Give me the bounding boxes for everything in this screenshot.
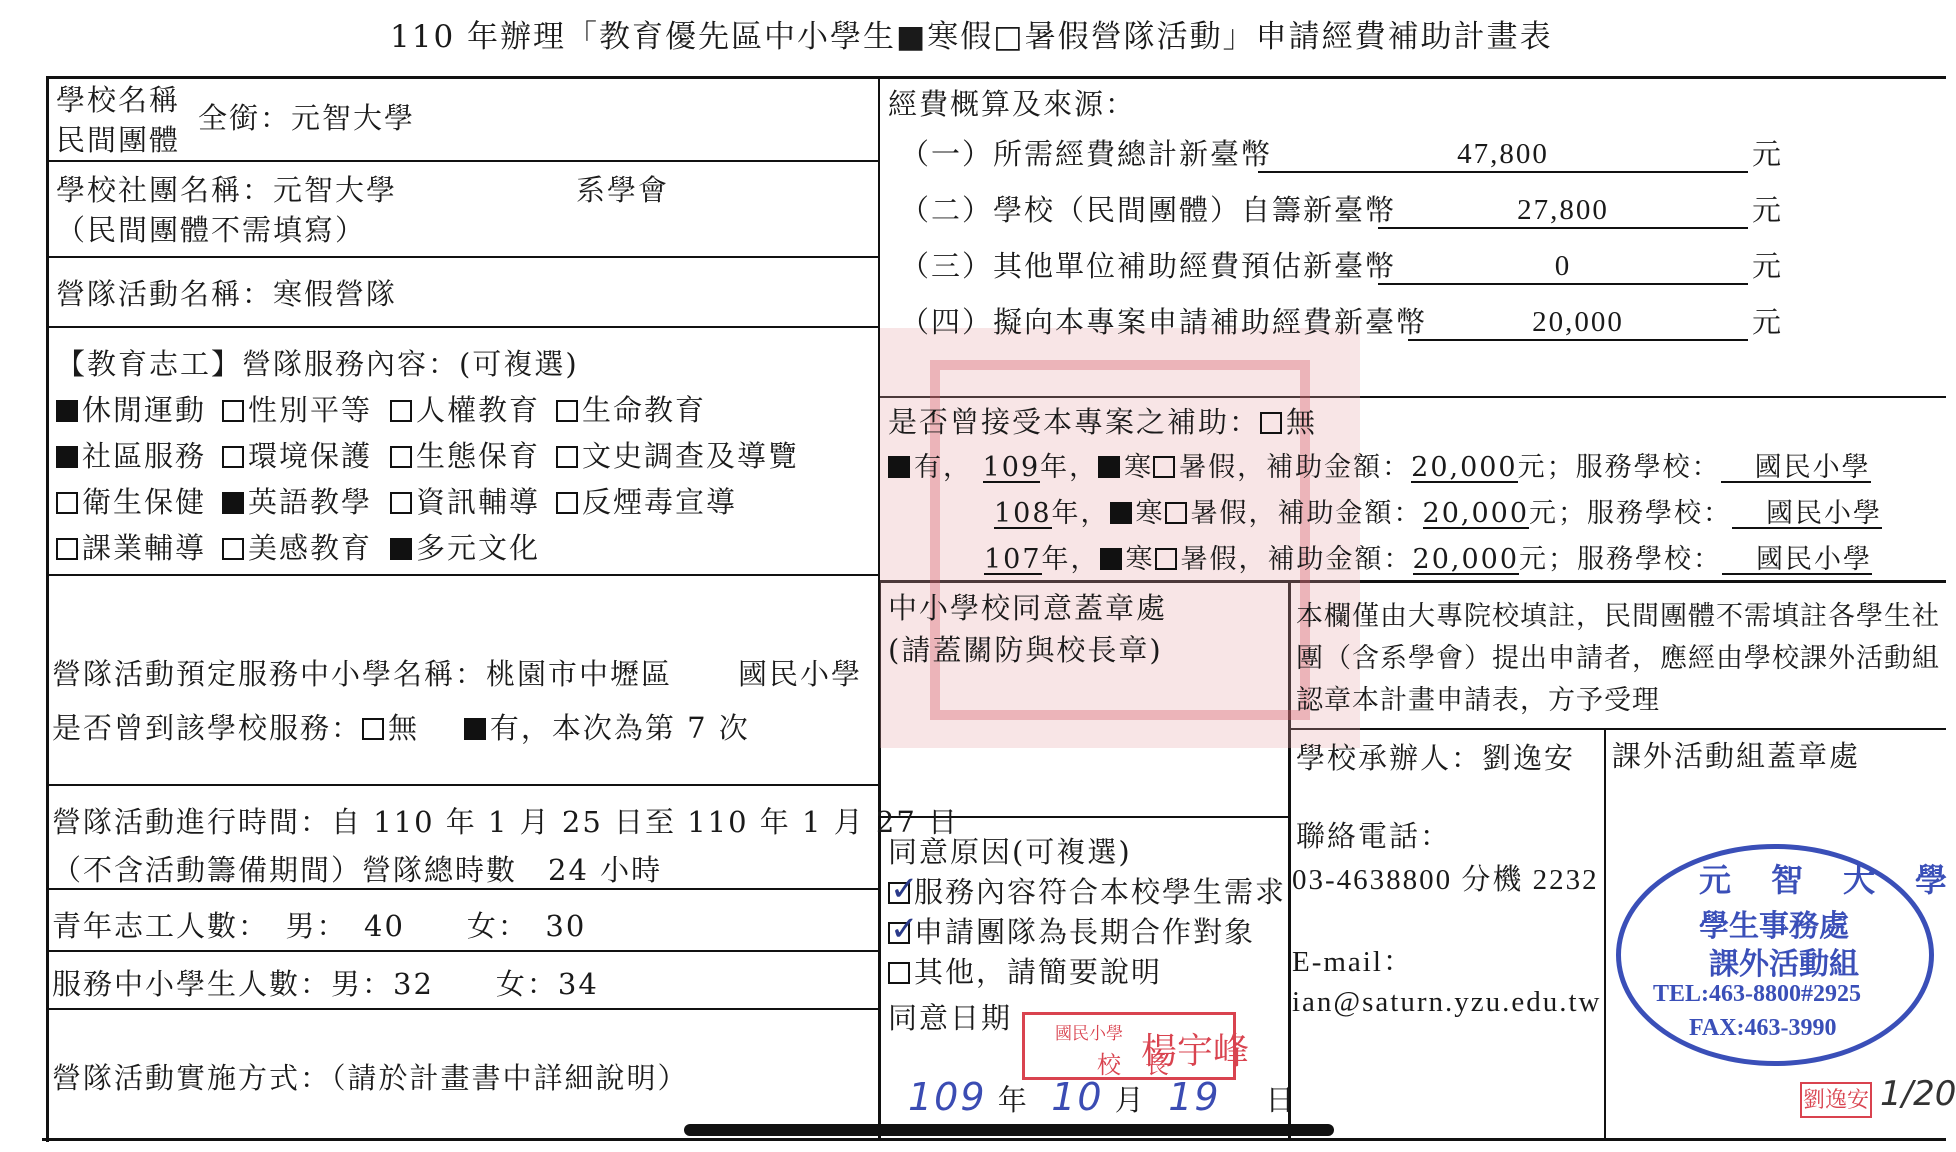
divider <box>1604 728 1606 1140</box>
divider <box>46 574 878 576</box>
consent-reason-checkbox[interactable] <box>888 922 910 944</box>
summer-checkbox[interactable] <box>1155 548 1177 570</box>
service-item-checkbox[interactable] <box>56 492 78 514</box>
budget-row-label: （二）學校（民間團體）自籌新臺幣 <box>900 193 1397 227</box>
history-year: 108 <box>994 498 1052 529</box>
target-school: 營隊活動預定服務中小學名稱：桃園市中壢區 <box>52 657 673 691</box>
service-item-label: 英語教學 <box>248 485 373 519</box>
summer-label: 暑假，補助金額： <box>1180 544 1413 575</box>
history-no-label: 無 <box>1286 405 1318 439</box>
activity-office-stamp <box>1616 844 1952 1066</box>
winter-label: 寒 <box>1135 498 1165 529</box>
principal-seal-title: 校 長 <box>1097 1051 1169 1079</box>
budget-row-label: （四）擬向本專案申請補助經費新臺幣 <box>900 305 1428 339</box>
consent-reason-label: 其他，請簡要說明 <box>914 955 1163 989</box>
service-item-label: 課業輔導 <box>82 531 207 565</box>
service-header: 【教育志工】營隊服務內容：(可複選) <box>56 347 579 381</box>
email-label: E-mail： <box>1292 946 1414 978</box>
service-item <box>56 439 207 473</box>
budget-row-amount: 20,000 <box>1408 308 1748 341</box>
budget-row-unit: 元 <box>1752 193 1784 227</box>
consent-reason-label: 服務內容符合本校學生需求 <box>914 875 1287 909</box>
service-item-checkbox[interactable] <box>556 446 578 468</box>
email-value: ian@saturn.yzu.edu.tw <box>1292 986 1602 1018</box>
winter-checkbox[interactable] <box>1110 502 1132 524</box>
service-item-label: 美感教育 <box>248 531 373 565</box>
history-no-checkbox[interactable] <box>1260 412 1282 434</box>
service-item-label: 休閒運動 <box>82 393 207 427</box>
frame-bottom <box>42 1138 1946 1141</box>
stamp-top: 元 智 大 學 <box>1699 861 1952 899</box>
history-year-suffix: 年， <box>1040 452 1099 483</box>
date-year: 109 <box>908 1075 987 1119</box>
history-amount: 20,000 <box>1411 452 1518 483</box>
phone-value: 03-4638800 分機 2232 <box>1292 864 1599 896</box>
school-name-label-2: 民間團體 <box>56 123 181 157</box>
service-item-label: 反煙毒宣導 <box>582 485 738 519</box>
service-item-label: 衛生保健 <box>82 485 207 519</box>
history-row <box>994 500 1882 529</box>
budget-row-unit: 元 <box>1752 305 1784 339</box>
service-item-label: 生命教育 <box>582 393 707 427</box>
budget-row-label: （三）其他單位補助經費預估新臺幣 <box>900 249 1397 283</box>
principal-seal-name: 楊宇峰 <box>1141 1031 1250 1072</box>
history-school: 國民小學 <box>1722 546 1872 575</box>
history-yes-checkbox[interactable] <box>888 456 910 478</box>
history-amount: 20,000 <box>1412 544 1520 575</box>
service-item-checkbox[interactable] <box>222 538 244 560</box>
date-label: 同意日期 <box>888 1001 1013 1035</box>
summer-label: 暑假，補助金額： <box>1190 498 1423 529</box>
consent-reason <box>888 915 1256 949</box>
date-day-char: 日 <box>1265 1083 1297 1117</box>
camp-name: 營隊活動名稱：寒假營隊 <box>56 277 398 311</box>
stamp-tel: TEL:463-8800#2925 <box>1653 981 1862 1007</box>
stamp-area-label: 課外活動組蓋章處 <box>1612 739 1861 773</box>
date-month-char: 月 <box>1114 1083 1146 1117</box>
consent-date <box>908 1075 1297 1119</box>
budget-row-amount: 47,800 <box>1258 140 1748 173</box>
winter-label: 寒 <box>1125 544 1155 575</box>
service-item-checkbox[interactable] <box>390 446 412 468</box>
winter-checkbox[interactable] <box>1098 456 1120 478</box>
service-item-checkbox[interactable] <box>222 400 244 422</box>
history-year-suffix: 年， <box>1051 498 1110 529</box>
divider <box>46 784 878 786</box>
divider <box>46 160 878 162</box>
service-item-checkbox[interactable] <box>556 400 578 422</box>
history-yes-label: 有， <box>914 452 972 483</box>
winter-label: 寒 <box>1124 452 1154 483</box>
service-item-checkbox[interactable] <box>390 538 412 560</box>
target-school-suffix: 國民小學 <box>738 657 863 691</box>
stamp-fax: FAX:463-3990 <box>1689 1015 1837 1041</box>
history-amount: 20,000 <box>1422 498 1530 529</box>
consent-reason <box>888 955 1163 989</box>
summer-label: 暑假，補助金額： <box>1179 452 1412 483</box>
summer-checkbox[interactable] <box>1165 502 1187 524</box>
service-item <box>56 485 207 519</box>
budget-row-amount: 0 <box>1378 252 1748 285</box>
service-item <box>556 439 800 473</box>
handler-seal: 劉逸安 <box>1800 1082 1872 1118</box>
service-item-label: 性別平等 <box>248 393 373 427</box>
divider <box>46 950 878 952</box>
budget-row-label: （一）所需經費總計新臺幣 <box>900 137 1273 171</box>
history-yuan: 元；服務學校： <box>1519 544 1723 575</box>
consent-header-2: (請蓋關防與校長章) <box>888 633 1163 667</box>
handwritten-date: 1/20 <box>1880 1074 1956 1114</box>
served-yes-checkbox[interactable] <box>464 718 486 740</box>
service-item <box>390 531 541 565</box>
service-item-checkbox[interactable] <box>56 400 78 422</box>
served-before-label: 是否曾到該學校服務： <box>52 711 363 745</box>
service-item-checkbox[interactable] <box>390 400 412 422</box>
service-item <box>390 393 541 427</box>
service-item-checkbox[interactable] <box>56 538 78 560</box>
service-item <box>56 531 207 565</box>
method: 營隊活動實施方式：（請於計畫書中詳細說明） <box>52 1061 689 1095</box>
summer-checkbox[interactable] <box>1153 456 1175 478</box>
club-note: （民間團體不需填寫） <box>56 213 367 247</box>
history-yuan: 元；服務學校： <box>1517 452 1721 483</box>
consent-reason-checkbox[interactable] <box>888 882 910 904</box>
served-no-label: 無 <box>388 711 420 745</box>
service-item <box>390 485 541 519</box>
history-school: 國民小學 <box>1721 454 1871 483</box>
divider <box>46 888 878 890</box>
date-year-char: 年 <box>997 1083 1029 1117</box>
service-item <box>56 393 207 427</box>
students: 服務中小學生人數：男：32 女：34 <box>52 967 599 1001</box>
service-item-checkbox[interactable] <box>390 492 412 514</box>
period-line-2: （不含活動籌備期間）營隊總時數 24 小時 <box>52 853 663 887</box>
service-item-label: 人權教育 <box>416 393 541 427</box>
history-school: 國民小學 <box>1732 500 1882 529</box>
univ-note: 本欄僅由大專院校填註，民間團體不需填註各學生社團（含系學會）提出申請者，應經由學校課外活動組認章本計畫申請表，方予受理 <box>1296 601 1940 716</box>
service-item-label: 多元文化 <box>416 531 541 565</box>
consent-header-1: 中小學校同意蓋章處 <box>888 591 1168 625</box>
service-item-label: 環境保護 <box>248 439 373 473</box>
budget-header: 經費概算及來源： <box>888 87 1137 121</box>
budget-row-unit: 元 <box>1752 137 1784 171</box>
date-month: 10 <box>1051 1075 1104 1119</box>
history-year: 107 <box>984 544 1042 575</box>
school-name-label-1: 學校名稱 <box>56 83 181 117</box>
served-no-checkbox[interactable] <box>362 718 384 740</box>
club-suffix: 系學會 <box>576 173 670 207</box>
divider <box>46 326 878 328</box>
phone-label: 聯絡電話： <box>1296 819 1452 853</box>
contact-person: 學校承辦人：劉逸安 <box>1296 741 1576 775</box>
service-item-label: 生態保育 <box>416 439 541 473</box>
served-yes-label: 有，本次為第 7 次 <box>489 711 750 745</box>
service-item-checkbox[interactable] <box>222 492 244 514</box>
service-item-label: 社區服務 <box>82 439 207 473</box>
budget-row-amount: 27,800 <box>1378 196 1748 229</box>
service-item-label: 文史調查及導覽 <box>582 439 800 473</box>
club-label: 學校社團名稱：元智大學 <box>56 173 398 207</box>
school-full-name: 全銜：元智大學 <box>198 101 416 135</box>
history-row <box>888 454 1871 483</box>
service-item <box>222 393 373 427</box>
marker-stroke <box>684 1124 1334 1136</box>
service-item-checkbox[interactable] <box>222 446 244 468</box>
service-item <box>390 439 541 473</box>
service-item <box>556 393 707 427</box>
form-title: 110 年辦理「教育優先區中小學生■寒假□暑假營隊活動」申請經費補助計畫表 <box>390 19 1553 55</box>
service-item-checkbox[interactable] <box>556 492 578 514</box>
history-row <box>984 546 1872 575</box>
winter-checkbox[interactable] <box>1100 548 1122 570</box>
service-item <box>222 439 373 473</box>
history-year-suffix: 年， <box>1041 544 1100 575</box>
principal-seal <box>1022 1012 1250 1080</box>
principal-seal-school: 國民小學 <box>1055 1024 1123 1044</box>
history-year: 109 <box>982 452 1041 483</box>
history-question <box>888 405 1318 439</box>
consent-reason-checkbox[interactable] <box>888 962 910 984</box>
stamp-line-2: 課外活動組 <box>1709 947 1859 982</box>
history-question-label: 是否曾接受本專案之補助： <box>888 405 1261 439</box>
divider <box>46 256 878 258</box>
frame-top <box>46 76 1946 79</box>
reasons-header: 同意原因(可複選) <box>888 835 1132 869</box>
served-before <box>52 711 750 745</box>
budget-row-unit: 元 <box>1752 249 1784 283</box>
service-item-checkbox[interactable] <box>56 446 78 468</box>
consent-reason-label: 申請團隊為長期合作對象 <box>914 915 1256 949</box>
stamp-line-1: 學生事務處 <box>1699 909 1849 944</box>
date-day: 19 <box>1168 1075 1221 1119</box>
period-line-1: 營隊活動進行時間：自 110 年 1 月 25 日至 110 年 1 月 27 日 <box>52 805 960 839</box>
frame-left <box>46 76 49 1142</box>
divider <box>1288 728 1946 730</box>
service-item <box>556 485 738 519</box>
history-yuan: 元；服務學校： <box>1529 498 1733 529</box>
service-item <box>222 531 373 565</box>
service-item <box>222 485 373 519</box>
volunteers: 青年志工人數： 男： 40 女： 30 <box>52 909 587 943</box>
service-item-label: 資訊輔導 <box>416 485 541 519</box>
divider <box>46 1008 878 1010</box>
consent-reason <box>888 875 1287 909</box>
